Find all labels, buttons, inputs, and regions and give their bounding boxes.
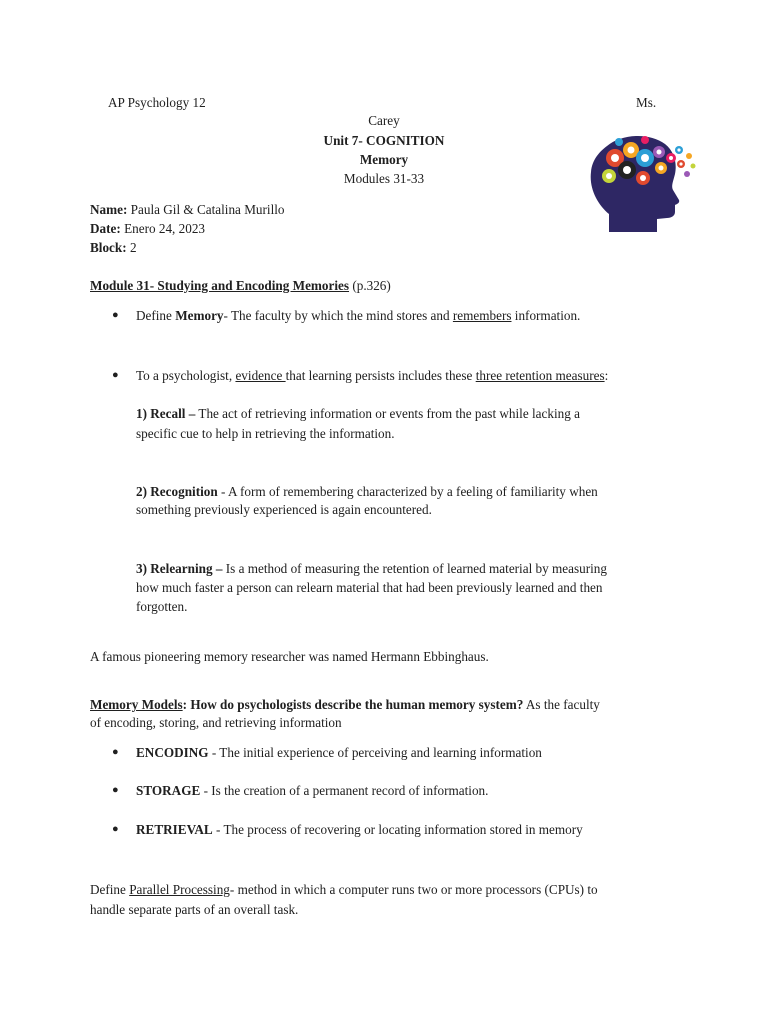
parallel-processing-line1: Define Parallel Processing- method in which a computer runs two or more processors (CPUs) to (90, 882, 598, 897)
unit-title: Unit 7- COGNITION (323, 133, 445, 148)
date-line: Date: Enero 24, 2023 (90, 221, 206, 236)
relearning-line1: 3) Relearning – Is a method of measuring the retention of learned material by measuring (136, 561, 607, 576)
recognition-line1: 2) Recognition - A form of remembering characterized by a feeling of familiarity when (136, 484, 598, 499)
recall-line1: 1) Recall – The act of retrieving information or events from the past while lacking a (136, 406, 580, 421)
retrieval-item: RETRIEVAL - The process of recovering or locating information stored in memory (136, 822, 583, 837)
storage-item: STORAGE - Is the creation of a permanent record of information. (136, 783, 489, 798)
head-with-gears-icon (579, 128, 699, 234)
recognition-line2: something previously experienced is again encountered. (136, 502, 432, 517)
modules-label: Modules 31-33 (343, 171, 425, 186)
ebbinghaus-line: A famous pioneering memory researcher was named Hermann Ebbinghaus. (90, 649, 489, 664)
course-title: AP Psychology 12 (108, 95, 206, 110)
encoding-item: ENCODING - The initial experience of perceiving and learning information (136, 745, 542, 760)
name-line: Name: Paula Gil & Catalina Murillo (90, 202, 285, 217)
bullet-icon: ● (112, 369, 119, 381)
define-memory: Define Memory- The faculty by which the mind stores and remembers information. (136, 308, 581, 323)
topic-title: Memory (359, 152, 409, 167)
bullet-icon: ● (112, 784, 119, 796)
bullet-icon: ● (112, 309, 119, 321)
module31-heading: Module 31- Studying and Encoding Memories (p.326) (90, 278, 391, 293)
bullet-icon: ● (112, 746, 119, 758)
relearning-line3: forgotten. (136, 599, 188, 614)
teacher-prefix: Ms. (636, 95, 657, 110)
memory-models-question: Memory Models: How do psychologists describe the human memory system? As the faculty (90, 697, 600, 712)
bullet-icon: ● (112, 823, 119, 835)
teacher-name: Carey (368, 113, 400, 128)
memory-models-answer: of encoding, storing, and retrieving information (90, 715, 342, 730)
relearning-line2: how much faster a person can relearn material that had been previously learned and then (136, 580, 603, 595)
block-line: Block: 2 (90, 240, 137, 255)
parallel-processing-line2: handle separate parts of an overall task. (90, 902, 299, 917)
recall-line2: specific cue to help in retrieving the information. (136, 426, 395, 441)
evidence-line: To a psychologist, evidence that learning persists includes these three retention measures: (136, 368, 609, 383)
